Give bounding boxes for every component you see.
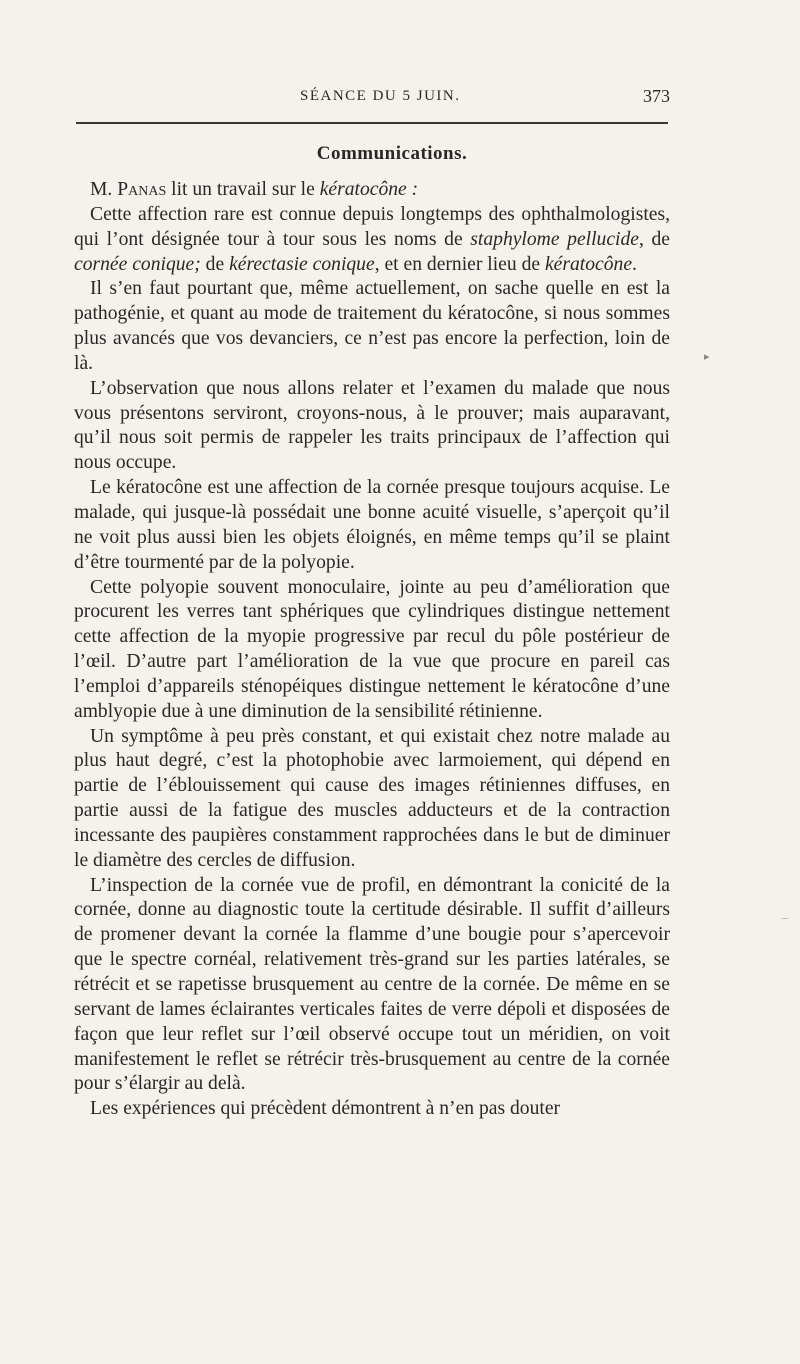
paragraph-2-term-3: kérectasie conique (229, 253, 375, 275)
paragraph-5: Le kératocône est une affection de la cornée presque toujours acquise. Le malade, qui jusque-là possédait une bonne acuité visuelle, s’aperçoit qu’il ne voit plus aussi bien les objets éloignés, en même temps qu’il se plaint d’être tourmenté par de la polyopie. (74, 477, 670, 573)
section-heading (0, 143, 800, 165)
paragraph-4: L’observation que nous allons relater et l’examen du malade que nous vous présentons serviront, croyons-nous, à le prouver; mais auparavant, qu’il nous soit permis de rappeler les traits principaux de l’affection qui nous occupe. (74, 377, 670, 474)
paragraph-2 (74, 203, 670, 278)
paragraph-1-text: lit un travail sur le (166, 179, 320, 200)
paragraph-2-text-5: . (632, 253, 637, 275)
paragraph-1-lead: M. (90, 179, 118, 200)
paragraph-1 (74, 178, 670, 203)
paragraph-2-text-1: Cette affection rare est connue depuis longtemps des ophthalmologistes, qui l’ont désignée tour à tour sous les noms de (74, 203, 670, 250)
paragraph-2-text-2: , de (638, 228, 670, 250)
page-number: 373 (643, 86, 670, 106)
paragraph-3: Il s’en faut pourtant que, même actuellement, on sache quelle en est la pathogénie, et quant au mode de traitement du kératocône, si nous sommes plus avancés que vos devanciers, ce n’est pas encore la perfection, loin de là. (74, 278, 670, 374)
running-head (74, 88, 670, 112)
section-heading-text: Communications. (316, 143, 468, 164)
running-title: SÉANCE DU 5 JUIN. (300, 88, 461, 104)
speaker-name: Panas (117, 179, 167, 200)
paragraph-1-emphasis: kératocône : (319, 179, 419, 200)
paragraph-2-term-1: staphylome pellucide (470, 228, 639, 250)
paragraph-8: L’inspection de la cornée vue de profil, en démontrant la conicité de la cornée, donne au diagnostic toute la certitude désirable. Il suffit d’ailleurs de promener devant la cornée la flamme d’une bougie pour s’apercevoir que le spectre cornéal, relativement très-grand sur les parties latérales, se rétrécit et se rapetisse brusquement au centre de la cornée. De même en se servant de lames éclairantes verticales faites de verre dépoli et disposées de façon que leur reflet sur l’œil observé occupe tout un méridien, on voit manifestement le reflet se rétrécir très-brusquement au centre de la cornée pour s’élargir au delà. (74, 874, 670, 1095)
paragraph-2-text-3: de (200, 253, 230, 275)
paragraph-9: Les expériences qui précèdent démontrent à n’en pas douter (90, 1098, 561, 1120)
paragraph-2-text-4: , et en dernier lieu de (374, 253, 545, 275)
paragraph-7: Un symptôme à peu près constant, et qui existait chez notre malade au plus haut degré, c’est la photophobie avec larmoiement, qui dépend en partie de l’éblouissement qui cause des images rétiniennes diffuses, en partie aussi de la fatigue des muscles adducteurs et de la contraction incessante des paupières constamment rapprochées dans le but de diminuer le diamètre des cercles de diffusion. (74, 725, 670, 871)
paragraph-2-term-4: kératocône (544, 253, 633, 275)
paragraph-2-term-2: cornée conique; (74, 253, 201, 275)
paragraph-6: Cette polyopie souvent monoculaire, jointe au peu d’amélioration que procurent les verres tant sphériques que cylindriques distingue nettement cette affection de la myopie progressive par recul du pôle postérieur de l’œil. D’autre part l’amélioration de la vue que procure en pareil cas l’emploi d’appareils sténopéiques distingue nettement le kératocône d’une amblyopie due à une diminution de la sensibilité rétinienne. (74, 576, 670, 722)
header-rule (76, 122, 668, 124)
margin-speck: ▸ (704, 351, 710, 363)
margin-dash: ‒ (782, 912, 786, 924)
body-text (74, 178, 670, 1122)
